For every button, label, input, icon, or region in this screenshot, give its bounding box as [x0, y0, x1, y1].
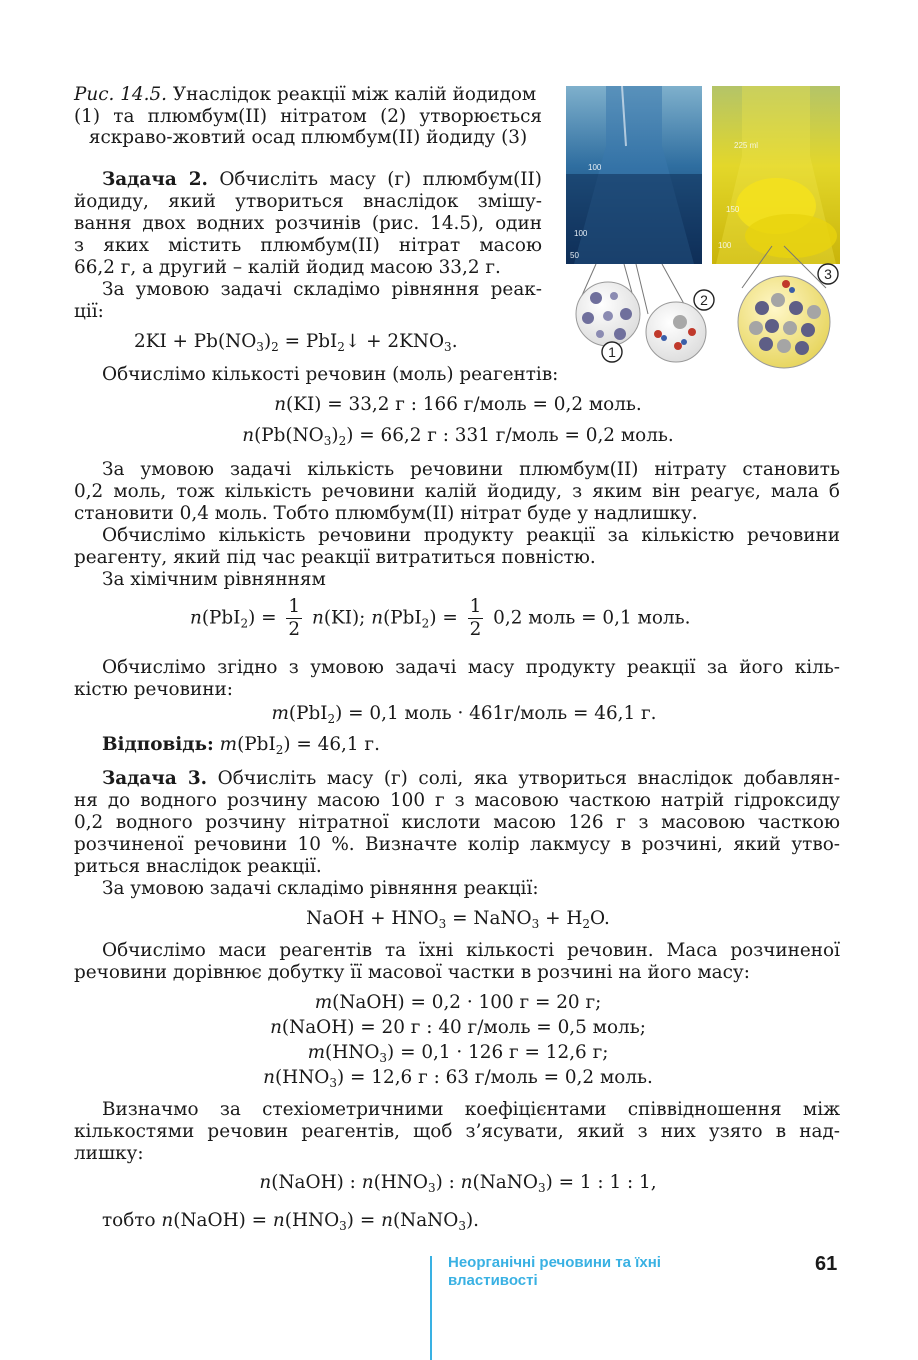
equation-m-pbi2: m(PbI$_2$) = 0,1 моль · 461г/моль = 46,1 г. [271, 703, 657, 726]
para1-line-6: За хімічним рівнянням [102, 569, 326, 590]
flask-illustration [566, 86, 840, 370]
equation-m-naoh: m(NaOH) = 0,2 · 100 г = 20 г; [314, 992, 602, 1013]
fraction-half: $\frac{1}{2}$ [288, 596, 301, 640]
caption-text: Унаслідок реакції між калій йодидом [172, 84, 537, 105]
para1-line-2: 0,2 моль, тож кількість речовини калій йодиду, з яким він реагує, мала б [74, 481, 840, 502]
task2-line-4: з яких містить плюмбум(II) нітрат масою [74, 235, 542, 256]
marker-2-label: 2 [700, 292, 708, 308]
task2-text: Обчисліть масу (г) плюмбум(II) [219, 169, 542, 190]
equation-n-ki: n(KI) = 33,2 г : 166 г/моль = 0,2 моль. [274, 394, 642, 415]
equation-reaction-1: $2KI + Pb(NO_3)_2$ = PbI$_2$↓ + $2KNO_3$. [134, 331, 458, 354]
task3-line-2: ня до водного розчину масою 100 г з масовою часткою натрій гідроксиду [74, 790, 840, 811]
marker-3-label: 3 [824, 266, 832, 282]
final-statement: тобто n(NaOH) = $n(HNO_3)$ = n(NaNO$_3$). [102, 1210, 480, 1233]
task3-line-4: розчиненої речовини 10 %. Визначте колір лакмусу в розчині, який утво- [74, 834, 840, 855]
ion-circle-3 [738, 276, 830, 368]
task3-line-3: 0,2 водного розчину нітратної кислоти масою 126 г з масовою часткою [74, 812, 840, 833]
para4-line-2: кількостями речовин реагентів, щоб з’ясувати, який з них узято в над- [74, 1121, 840, 1142]
para4-line-3: лишку: [74, 1143, 144, 1164]
para1-line-5: реагенту, який під час реакції витратиться повністю. [74, 547, 596, 568]
task2-label: Задача 2. [102, 169, 208, 190]
flask-left-scale-label: 50 [570, 251, 579, 260]
flask-left-scale-label: 100 [588, 163, 602, 172]
para1-line-1: За умовою задачі кількість речовини плюмбум(II) нітрату становить [102, 459, 840, 480]
text-compute-amounts: Обчислімо кількості речовин (моль) реагентів: [102, 364, 559, 385]
task2-line-7: ції: [74, 301, 104, 322]
footer-divider [430, 1256, 432, 1360]
para2-line-2: кістю речовини: [74, 679, 233, 700]
task2-line-5: 66,2 г, а другий – калій йодид масою 33,2 г. [74, 257, 501, 278]
flask-right-scale-label: 150 [726, 205, 740, 214]
equation-m-hno3: $m(HNO_3) = 0,1 \cdot 126$ г = 12,6 г; [307, 1042, 609, 1065]
fraction-half: $\frac{1}{2}$ [469, 596, 482, 640]
answer-task2: Відповідь: m(PbI$_2$) = 46,1 г. [102, 734, 380, 757]
figure-caption-line-3: яскраво-жовтий осад плюмбум(II) йодиду (3) [88, 127, 528, 148]
task2-line-2: йодиду, який утвориться внаслідок змішу- [74, 191, 542, 212]
para3-line-2: речовини дорівнює добутку її масової частки в розчині на його масу: [74, 962, 750, 983]
task3-line-5: риться внаслідок реакції. [74, 856, 322, 877]
para1-line-4: Обчислімо кількість речовини продукту реакції за кількістю речовини [102, 525, 840, 546]
equation-n-naoh: n(NaOH) = 20 г : 40 г/моль = 0,5 моль; [270, 1017, 646, 1038]
equation-n-hno3: $n(HNO_3) = 12,6$ г : 63 г/моль = 0,2 моль. [263, 1067, 653, 1090]
flask-right-scale-label: 100 [718, 241, 732, 250]
equation-n-pbi2-fraction: n(PbI$_2$) = $\frac{1}{2}$ n(KI); n(PbI$_2$) = $\frac{1}{2}$ 0,2 моль = 0,1 моль. [190, 596, 691, 640]
task2-line-1 [102, 169, 542, 191]
figure-caption-line-1 [74, 84, 542, 106]
footer-section-title: Неорганічні речовини та їхні властивості [448, 1254, 661, 1289]
equation-ratio: n(NaOH) : $n(HNO_3)$ : n(NaNO$_3$) = 1 : 1 : 1, [259, 1172, 657, 1195]
para2-line-1: Обчислімо згідно з умовою задачі масу продукту реакції за його кіль- [102, 657, 840, 678]
figure-caption-line-2: (1) та плюмбум(II) нітратом (2) утворюється [74, 106, 542, 127]
task3-line-6: За умовою задачі складімо рівняння реакції: [102, 878, 539, 899]
equation-reaction-2: NaOH + $HNO_3$ = NaNO$_3$ + $H_2O$. [306, 908, 610, 931]
flask-right-scale-label: 225 ml [734, 141, 759, 150]
task2-line-3: вання двох водних розчинів (рис. 14.5), один [74, 213, 542, 234]
figure-flasks [566, 86, 840, 370]
task3-line-1: Задача 3. Обчисліть масу (г) солі, яка утвориться внаслідок добавлян- [102, 768, 840, 789]
figure-caption-label: Рис. 14.5. [74, 84, 168, 105]
task3-label: Задача 3. [102, 768, 208, 789]
para4-line-1: Визначмо за стехіометричними коефіцієнтами співвідношення між [102, 1099, 840, 1120]
answer-label: Відповідь: [102, 734, 214, 755]
task2-line-6: За умовою задачі складімо рівняння реак- [102, 279, 542, 300]
marker-1-label: 1 [608, 344, 616, 360]
flask-left-scale-label: 100 [574, 229, 588, 238]
equation-n-pbno3: $n(Pb(NO_3)_2) = 66,2$ г : 331 г/моль = 0,2 моль. [242, 425, 674, 448]
page-number: 61 [815, 1253, 838, 1275]
para1-line-3: становити 0,4 моль. Тобто плюмбум(II) нітрат буде у надлишку. [74, 503, 698, 524]
para3-line-1: Обчислімо маси реагентів та їхні кількості речовин. Маса розчиненої [102, 940, 840, 961]
